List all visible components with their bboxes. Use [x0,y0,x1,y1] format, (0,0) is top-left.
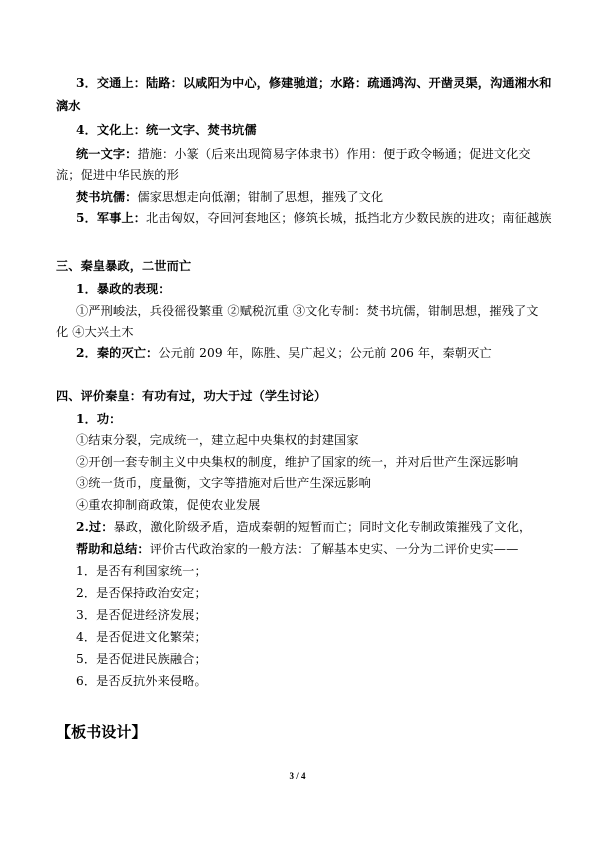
text-line [76,454,566,470]
bold-text-run: 三、秦皇暴政，二世而亡 [56,259,192,273]
text-run: 化 ④大兴土木 [56,325,134,339]
page-number: 3 / 4 [289,771,306,781]
text-run: ③统一货币，度量衡，文字等措施对后世产生深远影响 [76,476,371,490]
list-item [76,651,566,667]
text-run: 流；促进中华民族的形 [56,168,179,182]
text-line [76,519,566,535]
section-heading [56,388,546,404]
text-line [76,475,566,491]
bold-text-run: 焚书坑儒： [76,190,138,204]
bold-text-run: 1．暴政的表现： [76,282,171,296]
text-run: 措施：小篆（后来出现简易字体隶书）作用：便于政令畅通；促进文化交 [137,147,531,161]
text-line [76,146,566,162]
text-run: 儒家思想走向低潮；钳制了思想，摧残了文化 [137,190,384,204]
text-line [76,411,566,427]
list-item [76,673,566,689]
text-run: ④重农抑制商政策，促使农业发展 [76,498,261,512]
list-item [76,585,566,601]
text-run: 5．是否促进民族融合； [76,652,207,666]
text-line [76,541,566,557]
text-run: 3．是否促进经济发展； [76,608,207,622]
text-run: 暴政，激化阶级矛盾，造成秦朝的短暂而亡；同时文化专制政策摧残了文化， [113,520,532,534]
text-line [56,98,546,114]
text-line [76,303,566,319]
bold-text-run: 帮助和总结： [76,542,150,556]
section-title: 【板书设计】 [56,723,147,741]
text-run: ①结束分裂，完成统一，建立起中央集权的封建国家 [76,433,359,447]
text-line [76,122,566,138]
list-item [76,607,566,623]
text-run: 2．是否保持政治安定； [76,586,207,600]
text-run: 评价古代政治家的一般方法：了解基本史实、一分为二评价史实—— [149,542,519,556]
bold-text-run: 4．文化上：统一文字、焚书坑儒 [76,123,257,137]
text-run: ①严刑峻法，兵役徭役繁重 ②赋税沉重 ③文化专制：焚书坑儒，钳制思想，摧残了文 [76,304,539,318]
list-item [76,629,566,645]
text-line [56,324,546,340]
bold-text-run: 3．交通上：陆路：以咸阳为中心，修建驰道；水路：疏通鸿沟、开凿灵渠，沟通湘水和 [76,76,552,90]
text-run: ②开创一套专制主义中央集权的制度，维护了国家的统一，并对后世产生深远影响 [76,455,519,469]
text-line [76,189,566,205]
bold-text-run: 5．军事上： [76,211,147,225]
list-item [76,563,566,579]
bold-text-run: 漓水 [56,99,81,113]
text-run: 公元前 209 年，陈胜、吴广起义；公元前 206 年，秦朝灭亡 [158,346,492,360]
text-line [76,75,566,91]
text-line [76,210,566,226]
bold-text-run: 四、评价秦皇：有功有过，功大于过（学生讨论） [56,389,327,403]
text-line [76,345,566,361]
bold-text-run: 2．秦的灭亡： [76,346,159,360]
text-line [76,497,566,513]
text-line [56,167,546,183]
text-run: 北击匈奴，夺回河套地区；修筑长城，抵挡北方少数民族的进攻；南征越族 [146,211,552,225]
text-run: 6．是否反抗外来侵略。 [76,674,207,688]
bold-text-run: 2.过： [76,520,114,534]
bold-text-run: 统一文字： [76,147,138,161]
text-run: 4．是否促进文化繁荣； [76,630,207,644]
text-run: 1．是否有利国家统一； [76,564,207,578]
text-line [76,281,566,297]
section-heading [56,258,546,274]
bold-text-run: 1．功： [76,412,122,426]
text-line [76,432,566,448]
